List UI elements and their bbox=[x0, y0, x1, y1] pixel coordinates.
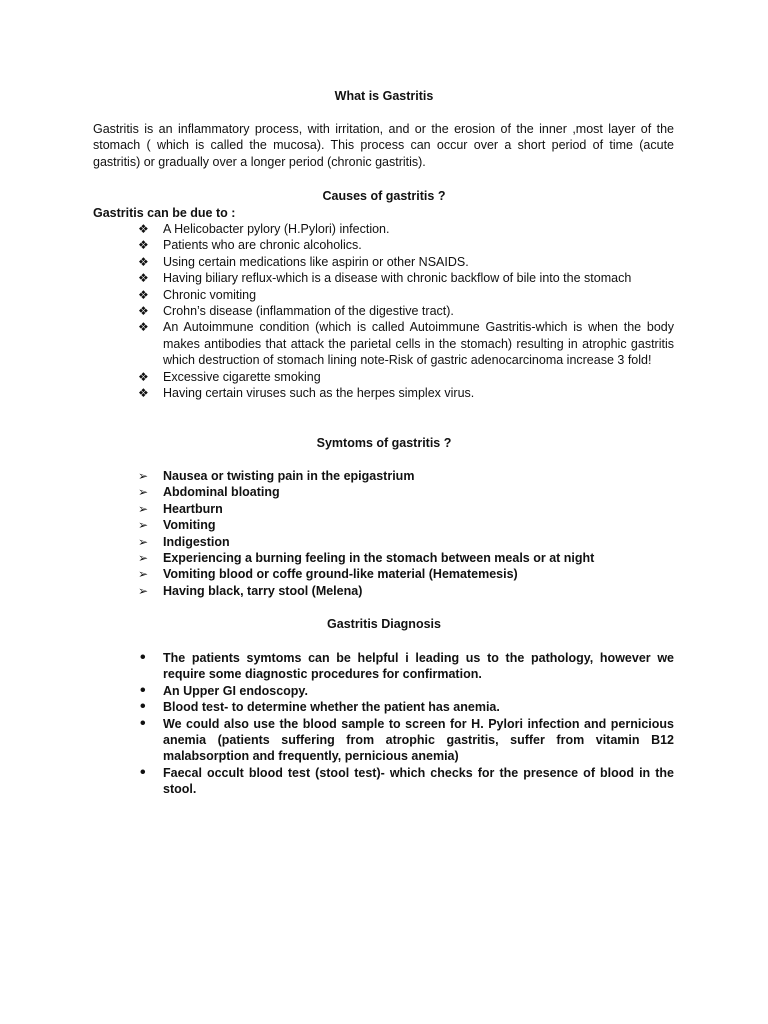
causes-lead: Gastritis can be due to : bbox=[93, 206, 236, 220]
symptoms-item bbox=[138, 566, 674, 582]
symptoms-item bbox=[138, 534, 674, 550]
causes-item-text: Chronic vomiting bbox=[163, 287, 257, 302]
page-title: What is Gastritis bbox=[334, 89, 434, 103]
diagnosis-item bbox=[138, 716, 674, 765]
dot-bullet-icon: • bbox=[140, 763, 146, 781]
symptoms-item-text: Indigestion bbox=[163, 534, 230, 549]
dot-bullet-icon: • bbox=[140, 714, 146, 732]
diamond-bullet-icon: ❖ bbox=[138, 271, 149, 286]
dot-bullet-icon: • bbox=[140, 698, 146, 716]
causes-item bbox=[138, 287, 674, 303]
arrow-bullet-icon: ➢ bbox=[138, 534, 149, 549]
causes-heading: Causes of gastritis ? bbox=[322, 189, 446, 203]
symptoms-item bbox=[138, 550, 674, 566]
causes-item-text: Crohn’s disease (inflammation of the digestive tract). bbox=[163, 304, 454, 319]
diagnosis-list bbox=[138, 650, 674, 798]
arrow-bullet-icon: ➢ bbox=[138, 485, 149, 500]
arrow-bullet-icon: ➢ bbox=[138, 551, 149, 566]
causes-item bbox=[138, 237, 674, 253]
causes-item-text: Using certain medications like aspirin or other NSAIDS. bbox=[163, 254, 469, 269]
diagnosis-item bbox=[138, 650, 674, 683]
diamond-bullet-icon: ❖ bbox=[138, 222, 149, 236]
causes-item bbox=[138, 319, 674, 368]
intro-paragraph: Gastritis is an inflammatory process, with irritation, and or the erosion of the inner ,most layer of the stomach ( which is called the mucosa). This process can occur over a short period of time (acute gastritis) or gradually over a longer period (chronic gastritis). bbox=[93, 122, 674, 169]
arrow-bullet-icon: ➢ bbox=[138, 583, 149, 598]
diagnosis-item bbox=[138, 765, 674, 798]
diagnosis-item bbox=[138, 699, 674, 715]
symptoms-list bbox=[138, 468, 674, 599]
causes-item-text: Having certain viruses such as the herpes simplex virus. bbox=[163, 386, 475, 401]
causes-item bbox=[138, 221, 674, 237]
diagnosis-item-text: Faecal occult blood test (stool test)- which checks for the presence of blood in the stool. bbox=[163, 765, 674, 797]
diamond-bullet-icon: ❖ bbox=[138, 320, 149, 335]
diagnosis-heading: Gastritis Diagnosis bbox=[327, 617, 441, 631]
causes-item-text: Having biliary reflux-which is a disease with chronic backflow of bile into the stomach bbox=[163, 271, 632, 286]
arrow-bullet-icon: ➢ bbox=[138, 501, 149, 516]
diamond-bullet-icon: ❖ bbox=[138, 369, 149, 384]
symptoms-heading: Symtoms of gastritis ? bbox=[316, 436, 452, 450]
symptoms-item bbox=[138, 517, 674, 533]
causes-item bbox=[138, 254, 674, 270]
symptoms-item-text: Experiencing a burning feeling in the stomach between meals or at night bbox=[163, 551, 595, 566]
diamond-bullet-icon: ❖ bbox=[138, 287, 149, 302]
causes-list bbox=[138, 221, 674, 401]
diagnosis-item-text: An Upper GI endoscopy. bbox=[163, 683, 308, 698]
causes-item-text: An Autoimmune condition (which is called Autoimmune Gastritis-which is when the body makes antibodies that attack the parietal cells in the stomach) resulting in atrophic gastritis which destruction of stomach lining note-Risk of gastric adenocarcinoma increase 3 fold! bbox=[163, 320, 674, 368]
causes-item bbox=[138, 369, 674, 385]
symptoms-item bbox=[138, 583, 674, 599]
causes-item bbox=[138, 303, 674, 319]
causes-item-text: Patients who are chronic alcoholics. bbox=[163, 238, 362, 253]
diagnosis-item-text: We could also use the blood sample to screen for H. Pylori infection and pernicious anemia (patients suffering from atrophic gastritis, suffer from vitamin B12 malabsorption and frequently, pernicious anemia) bbox=[163, 716, 674, 764]
diagnosis-item bbox=[138, 683, 674, 699]
symptoms-item-text: Heartburn bbox=[163, 501, 223, 516]
symptoms-item-text: Abdominal bloating bbox=[163, 485, 280, 500]
symptoms-item-text: Vomiting blood or coffe ground-like material (Hematemesis) bbox=[163, 567, 518, 582]
diamond-bullet-icon: ❖ bbox=[138, 304, 149, 319]
dot-bullet-icon: • bbox=[140, 681, 146, 699]
symptoms-item-text: Having black, tarry stool (Melena) bbox=[163, 583, 363, 598]
diagnosis-item-text: The patients symtoms can be helpful i leading us to the pathology, however we require some diagnostic procedures for confirmation. bbox=[163, 651, 674, 682]
diamond-bullet-icon: ❖ bbox=[138, 386, 149, 401]
diagnosis-item-text: Blood test- to determine whether the patient has anemia. bbox=[163, 700, 500, 715]
symptoms-item bbox=[138, 484, 674, 500]
arrow-bullet-icon: ➢ bbox=[138, 469, 149, 483]
symptoms-item bbox=[138, 501, 674, 517]
diamond-bullet-icon: ❖ bbox=[138, 254, 149, 269]
causes-item-text: A Helicobacter pylory (H.Pylori) infection. bbox=[163, 222, 390, 236]
symptoms-item-text: Nausea or twisting pain in the epigastrium bbox=[163, 469, 415, 483]
symptoms-item bbox=[138, 468, 674, 484]
causes-item bbox=[138, 385, 674, 401]
causes-item bbox=[138, 270, 674, 286]
arrow-bullet-icon: ➢ bbox=[138, 518, 149, 533]
symptoms-item-text: Vomiting bbox=[163, 518, 216, 533]
causes-item-text: Excessive cigarette smoking bbox=[163, 369, 321, 384]
diamond-bullet-icon: ❖ bbox=[138, 238, 149, 253]
arrow-bullet-icon: ➢ bbox=[138, 567, 149, 582]
dot-bullet-icon: • bbox=[140, 649, 146, 666]
